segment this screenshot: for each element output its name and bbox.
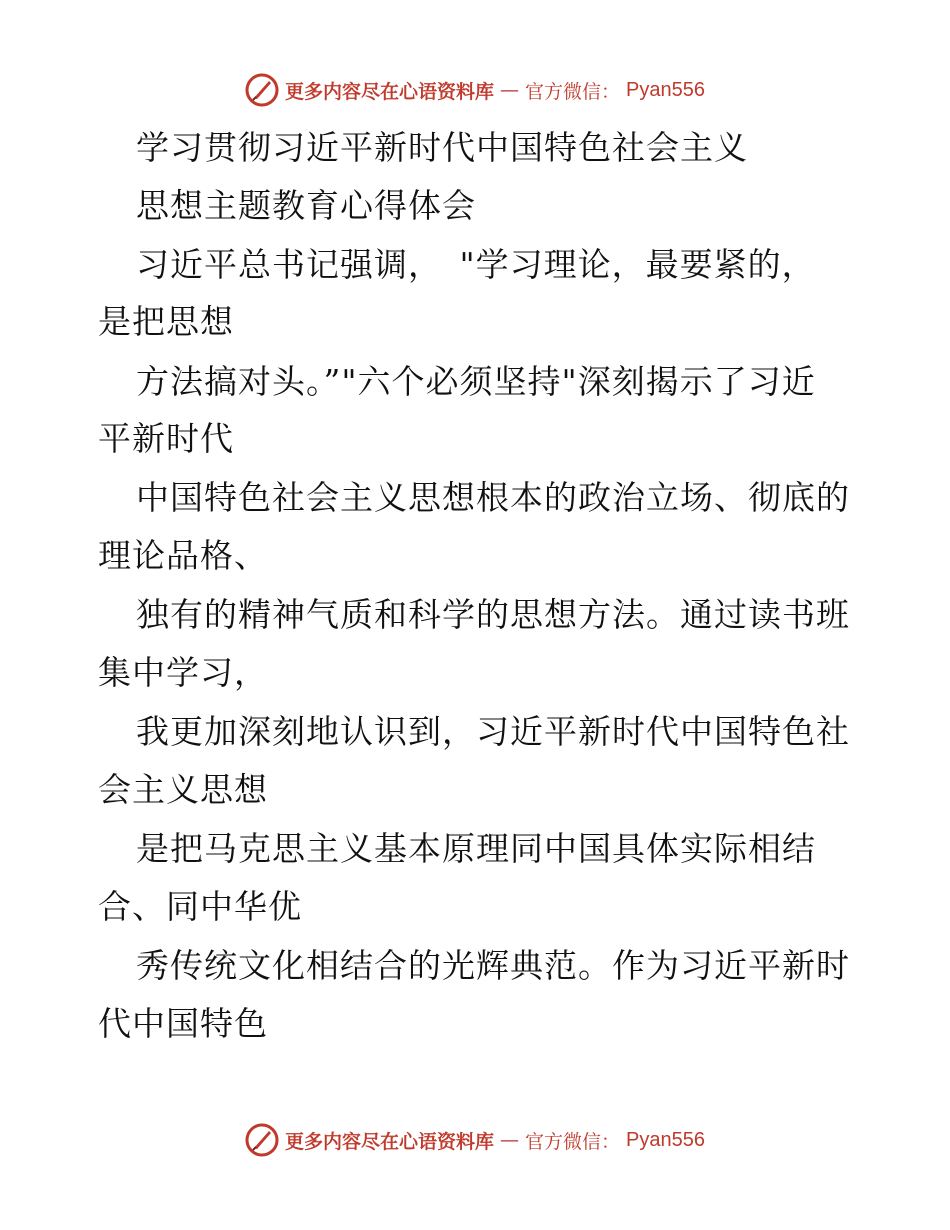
body-line: 学习贯彻习近平新时代中国特色社会主义 xyxy=(136,128,748,167)
body-line: 秀传统文化相结合的光辉典范。作为习近平新时 xyxy=(136,946,850,985)
body-line: 合、同中华优 xyxy=(98,887,302,926)
body-line: 我更加深刻地认识到，习近平新时代中国特色社 xyxy=(136,712,850,751)
body-line: 会主义思想 xyxy=(98,770,268,809)
body-line: 平新时代 xyxy=(98,419,234,458)
banner-text: 更多内容尽在心语资料库 xyxy=(285,1130,495,1153)
body-line: 独有的精神气质和科学的思想方法。通过读书班 xyxy=(136,595,850,634)
body-line: 集中学习， xyxy=(98,653,268,692)
quill-logo-icon xyxy=(245,73,279,107)
banner-dash: — xyxy=(500,1129,520,1151)
banner-text: 更多内容尽在心语资料库 xyxy=(285,80,495,103)
body-line: 方法搞对头。”"六个必须坚持"深刻揭示了习近 xyxy=(136,362,816,401)
body-line: 习近平总书记强调， "学习理论，最要紧的， xyxy=(136,245,816,284)
banner-wechat-id: Pyan556 xyxy=(626,78,705,101)
body-line: 思想主题教育心得体会 xyxy=(136,186,476,225)
banner-wechat-id: Pyan556 xyxy=(626,1128,705,1151)
body-line: 是把思想 xyxy=(98,302,234,341)
banner-wechat-label: 官方微信： xyxy=(525,1130,621,1153)
banner-dash: — xyxy=(500,79,520,101)
banner-wechat-label: 官方微信： xyxy=(525,80,621,103)
body-line: 理论品格、 xyxy=(98,536,268,575)
body-line: 是把马克思主义基本原理同中国具体实际相结 xyxy=(136,829,816,868)
header-banner xyxy=(0,70,950,110)
footer-banner xyxy=(0,1120,950,1160)
quill-logo-icon xyxy=(245,1123,279,1157)
body-line: 代中国特色 xyxy=(98,1004,268,1043)
body-line: 中国特色社会主义思想根本的政治立场、彻底的 xyxy=(136,478,850,517)
